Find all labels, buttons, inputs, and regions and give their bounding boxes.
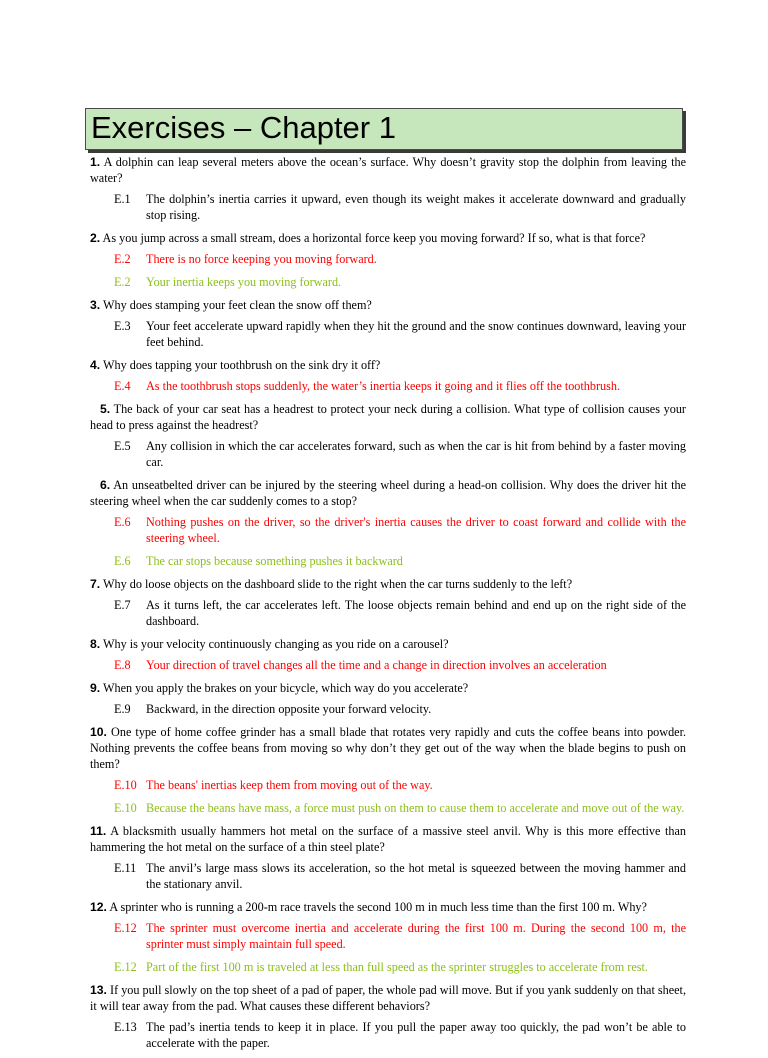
question-text: Why does tapping your toothbrush on the sink dry it off? <box>103 358 381 372</box>
question-text: The back of your car seat has a headrest to protect your neck during a collision. What type of collision causes your head to press against the headrest? <box>90 402 686 432</box>
answer <box>114 191 686 223</box>
answer <box>114 959 686 975</box>
question-text: Why is your velocity continuously changing as you ride on a carousel? <box>103 637 449 651</box>
question <box>90 357 686 373</box>
question <box>90 297 686 313</box>
question <box>90 680 686 696</box>
chapter-title-box <box>85 108 683 150</box>
question-text: When you apply the brakes on your bicycle, which way do you accelerate? <box>103 681 469 695</box>
answer <box>114 800 686 816</box>
question-number: 1. <box>90 155 101 169</box>
answer-text: Because the beans have mass, a force must push on them to cause them to accelerate and move out of the way. <box>146 801 685 815</box>
answer <box>114 701 686 717</box>
question <box>90 401 686 433</box>
answer-number: E.3 <box>114 319 131 333</box>
question-text: As you jump across a small stream, does a horizontal force keep you moving forward? If so, what is that force? <box>102 231 646 245</box>
question-number: 3. <box>90 298 101 312</box>
answer-text: The dolphin’s inertia carries it upward, even though its weight makes it accelerate downward and gradually stop rising. <box>146 192 686 222</box>
answer-text: There is no force keeping you moving forward. <box>146 252 377 266</box>
answer <box>114 553 686 569</box>
exercise-list <box>90 154 686 1058</box>
answer-number: E.8 <box>114 658 131 672</box>
answer <box>114 860 686 892</box>
question-text: One type of home coffee grinder has a small blade that rotates very rapidly and cuts the coffee beans into powder. Nothing prevents the coffee beans from moving so why don’t they get out of the way when the blade begins to push on them? <box>90 725 687 771</box>
question <box>90 724 686 772</box>
question <box>90 477 686 509</box>
answer <box>114 251 686 267</box>
question-text: Why do loose objects on the dashboard slide to the right when the car turns suddenly to the left? <box>103 577 573 591</box>
answer-text: The sprinter must overcome inertia and accelerate during the first 100 m. During the second 100 m, the sprinter must simply maintain full speed. <box>146 921 686 951</box>
answer-number: E.12 <box>114 960 137 974</box>
chapter-title: Exercises – Chapter 1 <box>91 110 396 145</box>
question-number: 11. <box>90 824 107 838</box>
answer <box>114 274 686 290</box>
question <box>90 576 686 592</box>
answer-number: E.7 <box>114 598 131 612</box>
answer-text: The beans' inertias keep them from moving out of the way. <box>146 778 433 792</box>
answer <box>114 597 686 629</box>
question-text: An unseatbelted driver can be injured by the steering wheel during a head-on collision. Why does the driver hit the steering wheel when the car suddenly comes to a stop? <box>90 478 686 508</box>
answer-number: E.10 <box>114 778 137 792</box>
question-number: 13. <box>90 983 107 997</box>
answer-number: E.10 <box>114 801 137 815</box>
question-text: A dolphin can leap several meters above the ocean’s surface. Why doesn’t gravity stop the dolphin from leaving the water? <box>90 155 687 185</box>
answer-number: E.6 <box>114 515 131 529</box>
answer-text: Any collision in which the car accelerates forward, such as when the car is hit from behind by a faster moving car. <box>146 439 686 469</box>
answer-number: E.5 <box>114 439 131 453</box>
answer-number: E.1 <box>114 192 131 206</box>
answer-text: Part of the first 100 m is traveled at less than full speed as the sprinter struggles to accelerate from rest. <box>146 960 648 974</box>
question-number: 6. <box>100 478 111 492</box>
answer-text: As the toothbrush stops suddenly, the water’s inertia keeps it going and it flies off the toothbrush. <box>146 379 621 393</box>
question-number: 5. <box>100 402 111 416</box>
question <box>90 823 686 855</box>
question-text: A blacksmith usually hammers hot metal on the surface of a massive steel anvil. Why is this more effective than hammering the hot metal on the surface of a thin steel plate? <box>90 824 686 854</box>
question <box>90 899 686 915</box>
answer-text: Your inertia keeps you moving forward. <box>146 275 342 289</box>
question-text: A sprinter who is running a 200-m race travels the second 100 m in much less time than the first 100 m. Why? <box>109 900 647 914</box>
answer-text: Backward, in the direction opposite your forward velocity. <box>146 702 432 716</box>
question-text: Why does stamping your feet clean the snow off them? <box>103 298 372 312</box>
answer-text: As it turns left, the car accelerates left. The loose objects remain behind and end up on the right side of the dashboard. <box>146 598 686 628</box>
answer-text: The pad’s inertia tends to keep it in place. If you pull the paper away too quickly, the pad won’t be able to accelerate with the paper. <box>146 1020 686 1050</box>
question-number: 4. <box>90 358 101 372</box>
question <box>90 636 686 652</box>
answer-number: E.12 <box>114 921 137 935</box>
question-number: 12. <box>90 900 107 914</box>
question-number: 10. <box>90 725 107 739</box>
question-number: 9. <box>90 681 101 695</box>
answer <box>114 657 686 673</box>
answer <box>114 920 686 952</box>
question <box>90 154 686 186</box>
answer-number: E.4 <box>114 379 131 393</box>
answer <box>114 514 686 546</box>
answer <box>114 318 686 350</box>
answer <box>114 777 686 793</box>
answer-text: The car stops because something pushes it backward <box>146 554 403 568</box>
answer-number: E.9 <box>114 702 131 716</box>
answer-text: The anvil’s large mass slows its acceleration, so the hot metal is squeezed between the moving hammer and the stationary anvil. <box>146 861 686 891</box>
answer-text: Nothing pushes on the driver, so the driver's inertia causes the driver to coast forward and collide with the steering wheel. <box>146 515 686 545</box>
answer-number: E.2 <box>114 252 131 266</box>
question <box>90 230 686 246</box>
question <box>90 982 686 1014</box>
answer-number: E.11 <box>114 861 137 875</box>
answer-number: E.6 <box>114 554 131 568</box>
question-number: 7. <box>90 577 101 591</box>
answer <box>114 378 686 394</box>
question-number: 8. <box>90 637 101 651</box>
question-text: If you pull slowly on the top sheet of a pad of paper, the whole pad will move. But if you yank suddenly on that sheet, it will tear away from the pad. What causes these different behaviors? <box>90 983 686 1013</box>
answer-text: Your feet accelerate upward rapidly when they hit the ground and the snow continues downward, leaving your feet behind. <box>146 319 686 349</box>
answer-text: Your direction of travel changes all the time and a change in direction involves an acceleration <box>146 658 607 672</box>
answer <box>114 438 686 470</box>
answer-number: E.13 <box>114 1020 137 1034</box>
question-number: 2. <box>90 231 101 245</box>
answer <box>114 1019 686 1051</box>
answer-number: E.2 <box>114 275 131 289</box>
